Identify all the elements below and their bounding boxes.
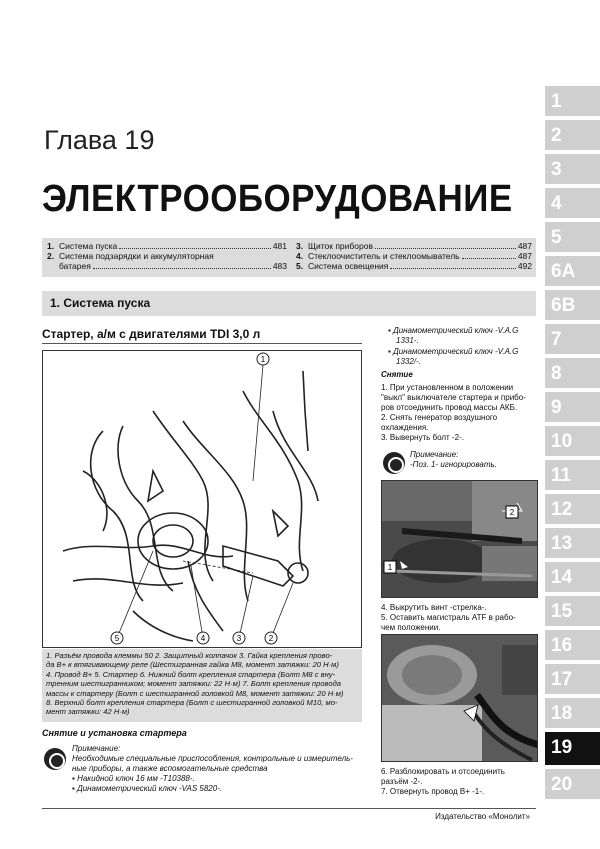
toc-title: батарея	[59, 261, 91, 271]
tool-item: ▪ Динамометрический ключ -VAS 5820-.	[72, 784, 223, 793]
caption-line: тренним шестигранником; момент затяжки: 22 Н·м) 7. Болт крепления провода	[46, 679, 341, 689]
tab-chapter-16[interactable]: 16	[545, 629, 600, 660]
tool-item: ▪ Динамометрический ключ -V.A.G	[388, 326, 519, 335]
callout-1: 1	[260, 355, 266, 364]
toc-page: 487	[517, 241, 532, 251]
note-icon	[44, 748, 66, 770]
table-of-contents	[42, 238, 536, 277]
removal-note	[410, 450, 540, 470]
figure-caption	[42, 649, 362, 722]
tab-chapter-7[interactable]: 7	[545, 323, 600, 354]
toc-dots	[375, 248, 516, 249]
tab-chapter-3[interactable]: 3	[545, 153, 600, 184]
tool-item: ▪ Накидной ключ 16 мм -T10388-.	[72, 774, 195, 783]
chapter-label: Глава 19	[44, 125, 155, 155]
right-tools-list	[388, 326, 538, 367]
toc-right-column	[296, 241, 532, 271]
tool-text: Динамометрический ключ -VAS 5820-.	[77, 784, 223, 793]
tab-chapter-6a[interactable]: 6A	[545, 255, 600, 286]
toc-page: 487	[517, 251, 532, 261]
caption-line: мент затяжки: 42 Н·м)	[46, 707, 130, 717]
photo-starter-connector	[381, 634, 538, 762]
step-line: охлаждения.	[381, 423, 429, 432]
toc-item-5[interactable]	[296, 261, 532, 271]
step-line: 5. Оставить магистраль ATF в рабо-	[381, 613, 516, 622]
tab-chapter-10[interactable]: 10	[545, 425, 600, 456]
removal-steps-b	[381, 603, 539, 633]
tab-chapter-1[interactable]: 1	[545, 85, 600, 116]
step-line: 4. Выкрутить винт -стрелка-.	[381, 603, 487, 612]
toc-title: Система пуска	[59, 241, 118, 251]
note-text: -Поз. 1- игнорировать.	[410, 460, 497, 469]
toc-title: Щиток приборов	[308, 241, 373, 251]
step-line: разъём -2-.	[381, 777, 423, 786]
toc-dots	[93, 268, 271, 269]
toc-dots	[390, 268, 515, 269]
starter-diagram	[42, 350, 362, 648]
tab-chapter-17[interactable]: 17	[545, 663, 600, 694]
step-line: 7. Отвернуть провод B+ -1-.	[381, 787, 485, 796]
toc-left-column	[47, 241, 287, 271]
toc-title: Система освещения	[308, 261, 389, 271]
toc-dots	[462, 258, 516, 259]
step-line: 1. При установленном в положении	[381, 383, 514, 392]
tab-chapter-18[interactable]: 18	[545, 697, 600, 728]
tab-chapter-20[interactable]: 20	[545, 768, 600, 799]
photo-illustration	[382, 635, 538, 762]
callout-2: 2	[268, 634, 274, 643]
tab-chapter-8[interactable]: 8	[545, 357, 600, 388]
note-label: Примечание:	[410, 450, 459, 459]
caption-line: 1. Разъём провода клеммы 50 2. Защитный колпачок 3. Гайка крепления прово-	[46, 651, 333, 660]
tab-chapter-19-active[interactable]: 19	[545, 731, 600, 765]
step-line: 2. Снять генератор воздушного	[381, 413, 498, 422]
tool-item: ▪ Динамометрический ключ -V.A.G	[388, 347, 519, 356]
toc-item-3[interactable]	[296, 241, 532, 251]
tab-chapter-4[interactable]: 4	[545, 187, 600, 218]
toc-dots	[119, 248, 271, 249]
section-header	[42, 291, 536, 316]
note-icon	[383, 452, 405, 474]
callout-4: 4	[200, 634, 206, 643]
toc-page: 481	[272, 241, 287, 251]
tool-text: Динамометрический ключ -V.A.G	[393, 326, 519, 335]
toc-item-4[interactable]	[296, 251, 532, 261]
photo1-callout-2: 2	[509, 508, 515, 517]
callout-3: 3	[236, 634, 242, 643]
section-title: 1. Система пуска	[50, 296, 151, 310]
note-line: Необходимые специальные приспособления, контрольные и измеритель-	[72, 754, 353, 763]
tab-chapter-5[interactable]: 5	[545, 221, 600, 252]
photo-starter-bolt	[381, 480, 538, 598]
footer-publisher: Издательство «Монолит»	[435, 812, 530, 821]
step-line: ров отсоединить провод массы АКБ.	[381, 403, 518, 412]
toc-num: 2.	[47, 251, 55, 261]
tab-chapter-12[interactable]: 12	[545, 493, 600, 524]
photo-illustration	[382, 481, 538, 598]
toc-title: Стеклоочиститель и стеклоомыватель	[308, 251, 460, 261]
toc-page: 483	[272, 261, 287, 271]
toc-page: 492	[517, 261, 532, 271]
tab-chapter-14[interactable]: 14	[545, 561, 600, 592]
step-line: чем положении.	[381, 623, 441, 632]
chapter-title: ЭЛЕКТРООБОРУДОВАНИЕ	[42, 178, 513, 220]
tab-chapter-2[interactable]: 2	[545, 119, 600, 150]
caption-line: 8. Верхний болт крепления стартера (Болт с шестигранной головкой M10, мо-	[46, 698, 338, 708]
install-heading: Снятие и установка стартера	[42, 728, 187, 738]
note-label: Примечание:	[72, 744, 121, 753]
tab-chapter-15[interactable]: 15	[545, 595, 600, 626]
subsection-rule	[42, 343, 362, 344]
removal-heading: Снятие	[381, 370, 413, 379]
tab-chapter-13[interactable]: 13	[545, 527, 600, 558]
note-line: ные приборы, а также вспомогательные средства	[72, 764, 268, 773]
footer-rule	[42, 808, 536, 809]
caption-line: да B+ к втягивающему реле (Шестигранная гайка M8, момент затяжки: 20 Н·м)	[46, 660, 339, 670]
starter-line-drawing	[43, 351, 362, 648]
subsection-title: Стартер, а/м с двигателями TDI 3,0 л	[42, 327, 261, 341]
tool-text: Динамометрический ключ -V.A.G	[393, 347, 519, 356]
caption-line: массы к стартеру (Болт с шестигранной головкой M8, момент затяжки: 20 Н·м)	[46, 688, 344, 698]
step-line: 6. Разблокировать и отсоединить	[381, 767, 505, 776]
tool-text-cont: 1331-.	[396, 336, 419, 345]
toc-num: 5.	[296, 261, 304, 271]
toc-item-1[interactable]	[47, 241, 287, 251]
install-note	[72, 744, 362, 794]
tool-text-cont: 1332/-.	[396, 357, 421, 366]
toc-item-2-cont[interactable]	[47, 261, 287, 271]
toc-num: 4.	[296, 251, 304, 261]
removal-steps-c	[381, 767, 539, 797]
toc-title: Система подзарядки и аккумуляторная	[59, 251, 214, 261]
caption-line: 4. Провод B+ 5. Стартер 6. Нижний болт крепления стартера (Болт M8 с вну-	[46, 669, 336, 679]
toc-item-2[interactable]	[47, 251, 287, 261]
toc-num: 3.	[296, 241, 304, 251]
tool-text: Накидной ключ 16 мм -T10388-.	[77, 774, 195, 783]
tab-chapter-11[interactable]: 11	[545, 459, 600, 490]
tab-chapter-6b[interactable]: 6B	[545, 289, 600, 320]
tab-chapter-9[interactable]: 9	[545, 391, 600, 422]
step-line: "выкл" выключателе стартера и прибо-	[381, 393, 526, 402]
photo1-callout-1: 1	[387, 563, 393, 572]
toc-num: 1.	[47, 241, 55, 251]
callout-5: 5	[114, 634, 120, 643]
removal-steps-a	[381, 383, 539, 443]
step-line: 3. Вывернуть болт -2-.	[381, 433, 464, 442]
